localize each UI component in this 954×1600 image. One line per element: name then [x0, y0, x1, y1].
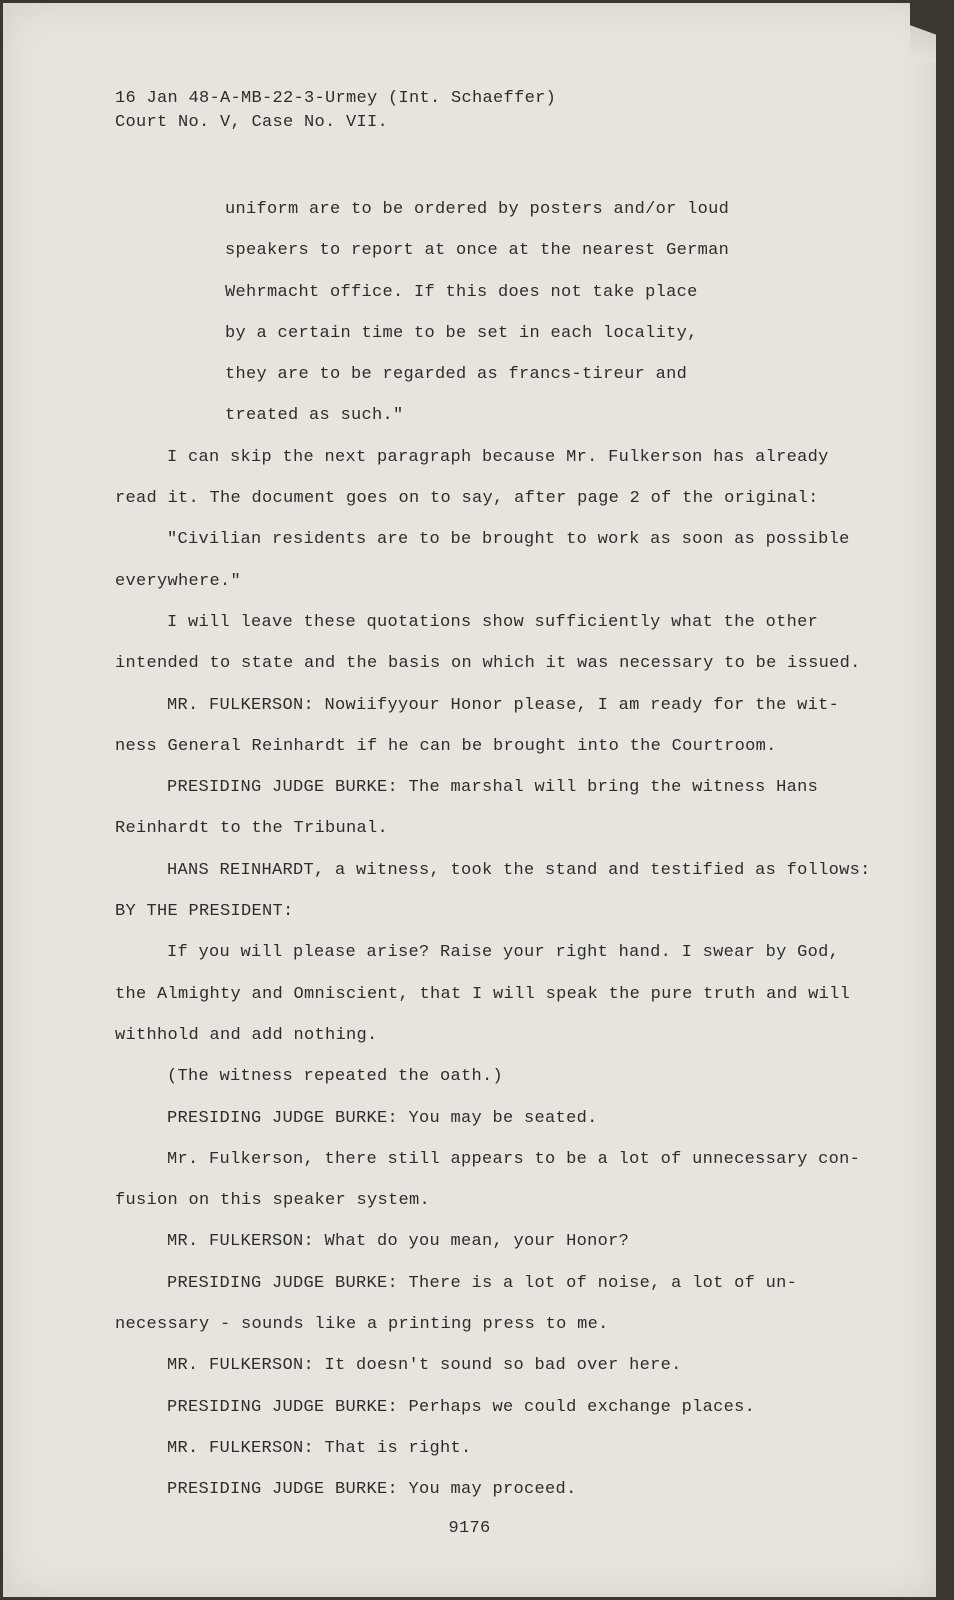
transcript-line: intended to state and the basis on which it was necessary to be issued.: [115, 654, 861, 674]
transcript-line: I will leave these quotations show sufficiently what the other: [167, 612, 819, 632]
page-number: 9176: [448, 1519, 491, 1538]
transcript-line: Mr. Fulkerson, there still appears to be a lot of unnecessary con-: [167, 1149, 861, 1169]
document-header: [115, 87, 556, 135]
transcript-line: MR. FULKERSON: That is right.: [167, 1438, 472, 1458]
transcript-line: withhold and add nothing.: [115, 1025, 378, 1045]
transcript-body: [115, 189, 871, 1511]
quote-line: by a certain time to be set in each locality,: [225, 323, 698, 343]
transcript-line: I can skip the next paragraph because Mr. Fulkerson has already: [167, 447, 829, 467]
quote-line: Wehrmacht office. If this does not take place: [225, 282, 698, 302]
quote-line: they are to be regarded as francs-tireur and: [225, 365, 688, 385]
transcript-line: ness General Reinhardt if he can be brought into the Courtroom.: [115, 736, 777, 756]
transcript-line: MR. FULKERSON: It doesn't sound so bad over here.: [167, 1356, 682, 1376]
transcript-line: HANS REINHARDT, a witness, took the stand and testified as follows:: [167, 860, 871, 880]
transcript-line: read it. The document goes on to say, after page 2 of the original:: [115, 489, 819, 509]
transcript-line: Reinhardt to the Tribunal.: [115, 819, 389, 839]
header-court-line: Court No. V, Case No. VII.: [115, 113, 389, 132]
quote-line: uniform are to be ordered by posters and/or loud: [225, 200, 730, 219]
transcript-line: PRESIDING JUDGE BURKE: Perhaps we could exchange places.: [167, 1397, 756, 1417]
transcript-line: PRESIDING JUDGE BURKE: The marshal will bring the witness Hans: [167, 778, 819, 798]
transcript-line: PRESIDING JUDGE BURKE: You may be seated.: [167, 1108, 598, 1128]
transcript-line: "Civilian residents are to be brought to work as soon as possible: [167, 530, 850, 550]
transcript-line: fusion on this speaker system.: [115, 1191, 431, 1211]
transcript-line: BY THE PRESIDENT:: [115, 902, 294, 922]
transcript-line: If you will please arise? Raise your right hand. I swear by God,: [167, 943, 840, 963]
quote-line: treated as such.": [225, 406, 404, 426]
transcript-line: MR. FULKERSON: Nowiifyyour Honor please, I am ready for the wit-: [167, 695, 840, 715]
folded-corner: [910, 3, 936, 63]
header-session-line: 16 Jan 48-A-MB-22-3-Urmey (Int. Schaeffer): [115, 89, 557, 108]
transcript-line: PRESIDING JUDGE BURKE: There is a lot of noise, a lot of un-: [167, 1273, 798, 1293]
transcript-line: PRESIDING JUDGE BURKE: You may proceed.: [167, 1480, 577, 1500]
transcript-line: MR. FULKERSON: What do you mean, your Honor?: [167, 1232, 630, 1252]
quote-line: speakers to report at once at the nearest German: [225, 241, 730, 261]
transcript-line: the Almighty and Omniscient, that I will speak the pure truth and will: [115, 984, 851, 1004]
transcript-line: necessary - sounds like a printing press to me.: [115, 1315, 609, 1335]
transcript-line: (The witness repeated the oath.): [167, 1067, 504, 1087]
document-page: [3, 3, 936, 1597]
transcript-line: everywhere.": [115, 571, 242, 591]
